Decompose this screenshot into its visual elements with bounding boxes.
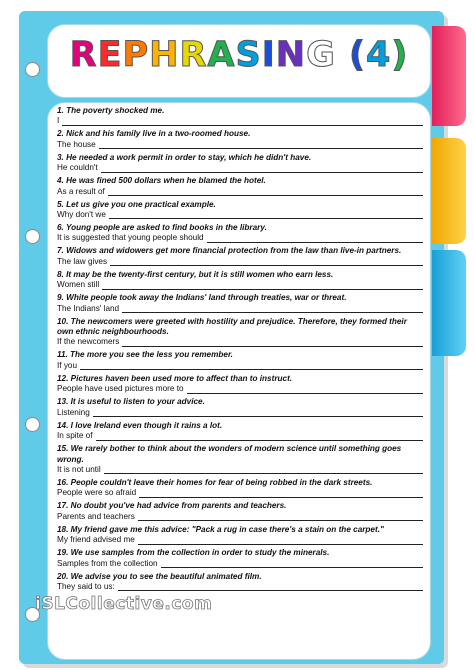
answer-stem: In spite of <box>57 431 93 441</box>
answer-blank-line[interactable] <box>108 188 423 196</box>
answer-blank-line[interactable] <box>102 282 423 290</box>
answer-blank-line[interactable] <box>109 211 423 219</box>
exercise-prompt: 18. My friend gave me this advice: "Pack a rug in case there's a stain on the carpet." <box>57 524 384 534</box>
exercise-prompt: 2. Nick and his family live in a two-roomed house. <box>57 129 251 139</box>
exercise-prompt: 7. Widows and widowers get more financial protection from the law than live-in partners. <box>57 246 402 256</box>
exercise-item <box>57 270 423 291</box>
exercise-item <box>57 176 423 197</box>
exercise-prompt: 11. The more you see the less you remember. <box>57 350 233 360</box>
answer-blank-line[interactable] <box>118 583 423 591</box>
exercise-item <box>57 129 423 150</box>
answer-blank-line[interactable] <box>122 339 423 347</box>
title-letter: ( <box>348 35 366 75</box>
answer-stem: Listening <box>57 407 90 417</box>
exercise-prompt: 15. We rarely bother to think about the wonders of modern science until something goes wrong. <box>57 444 402 464</box>
answer-row <box>57 140 423 150</box>
answer-row <box>57 210 423 220</box>
exercise-item <box>57 223 423 244</box>
answer-stem: People have used pictures more to <box>57 384 184 394</box>
answer-row <box>57 257 423 267</box>
answer-stem: I <box>57 116 60 126</box>
answer-blank-line[interactable] <box>138 513 423 521</box>
answer-stem: It is not until <box>57 464 101 474</box>
answer-blank-line[interactable] <box>101 165 423 173</box>
exercise-prompt: 12. Pictures haven been used more to affect than to instruct. <box>57 373 293 383</box>
divider-tab-red <box>432 26 466 126</box>
exercise-prompt: 9. White people took away the Indians' land through treaties, war or threat. <box>57 293 347 303</box>
answer-row <box>57 512 423 522</box>
exercise-item <box>57 246 423 267</box>
exercise-item <box>57 548 423 569</box>
exercise-item <box>57 153 423 174</box>
title-panel <box>47 24 431 98</box>
answer-blank-line[interactable] <box>96 433 423 441</box>
answer-row <box>57 187 423 197</box>
answer-blank-line[interactable] <box>187 386 423 394</box>
answer-row <box>57 465 423 475</box>
answer-blank-line[interactable] <box>80 362 423 370</box>
title-letter: R <box>179 35 208 75</box>
answer-stem: Women still <box>57 280 100 290</box>
answer-stem: The law gives <box>57 256 108 266</box>
exercise-panel <box>47 102 431 660</box>
exercise-prompt: 13. It is useful to listen to your advice. <box>57 397 205 407</box>
exercise-list <box>57 106 423 595</box>
divider-tab-yellow <box>432 138 466 244</box>
answer-stem: The house <box>57 139 96 149</box>
exercise-item <box>57 106 423 127</box>
title-letter: ) <box>391 35 409 75</box>
title-letter: A <box>207 35 236 75</box>
binder-hole-icon <box>25 417 40 432</box>
divider-tab-blue <box>432 250 466 356</box>
exercise-item <box>57 317 423 348</box>
answer-stem: As a result of <box>57 186 105 196</box>
exercise-item <box>57 525 423 546</box>
answer-row <box>57 559 423 569</box>
answer-stem: It is suggested that young people should <box>57 233 204 243</box>
exercise-prompt: 6. Young people are asked to find books in the library. <box>57 223 267 233</box>
title-letter: R <box>69 35 98 75</box>
answer-stem: My friend advised me <box>57 535 135 545</box>
binder-hole-icon <box>25 62 40 77</box>
exercise-item <box>57 293 423 314</box>
answer-row <box>57 361 423 371</box>
answer-stem: They said to us: <box>57 581 115 591</box>
exercise-prompt: 20. We advise you to see the beautiful animated film. <box>57 571 262 581</box>
answer-row <box>57 384 423 394</box>
answer-blank-line[interactable] <box>104 466 423 474</box>
answer-blank-line[interactable] <box>99 141 423 149</box>
exercise-prompt: 8. It may be the twenty-first century, but it is still women who earn less. <box>57 269 334 279</box>
answer-row <box>57 337 423 347</box>
exercise-item <box>57 397 423 418</box>
exercise-item <box>57 572 423 593</box>
exercise-prompt: 3. He needed a work permit in order to stay, which he didn't have. <box>57 152 312 162</box>
exercise-item <box>57 444 423 475</box>
worksheet-title <box>48 35 430 75</box>
answer-blank-line[interactable] <box>139 490 423 498</box>
exercise-item <box>57 478 423 499</box>
answer-row <box>57 280 423 290</box>
answer-blank-line[interactable] <box>110 258 423 266</box>
answer-row <box>57 535 423 545</box>
answer-blank-line[interactable] <box>122 305 423 313</box>
answer-row <box>57 582 423 592</box>
exercise-prompt: 5. Let us give you one practical example. <box>57 199 216 209</box>
answer-blank-line[interactable] <box>138 537 423 545</box>
title-letter: P <box>122 35 150 75</box>
answer-row <box>57 116 423 126</box>
answer-stem: If you <box>57 360 78 370</box>
answer-row <box>57 163 423 173</box>
answer-row <box>57 304 423 314</box>
exercise-item <box>57 200 423 221</box>
exercise-item <box>57 374 423 395</box>
watermark: iSLCollective.com <box>35 594 213 614</box>
title-letter: S <box>235 35 262 75</box>
answer-row <box>57 488 423 498</box>
binder-hole-icon <box>25 229 40 244</box>
answer-blank-line[interactable] <box>62 118 423 126</box>
answer-stem: People were so afraid <box>57 488 137 498</box>
answer-row <box>57 431 423 441</box>
answer-stem: If the newcomers <box>57 337 120 347</box>
exercise-item <box>57 350 423 371</box>
title-letter: H <box>149 35 180 75</box>
answer-row <box>57 233 423 243</box>
answer-stem: Parents and teachers <box>57 511 135 521</box>
title-letter: I <box>261 35 276 75</box>
answer-stem: He couldn't <box>57 163 98 173</box>
exercise-prompt: 10. The newcomers were greeted with hostility and prejudice. Therefore, they formed their own ethnic neighbourhoods. <box>57 316 407 337</box>
title-letter: 4 <box>365 35 392 75</box>
exercise-item <box>57 421 423 442</box>
answer-row <box>57 408 423 418</box>
answer-stem: Samples from the collection <box>57 558 158 568</box>
exercise-prompt: 16. People couldn't leave their homes for fear of being robbed in the dark streets. <box>57 477 373 487</box>
title-letter: E <box>97 35 123 75</box>
answer-stem: The Indians' land <box>57 303 120 313</box>
exercise-prompt: 14. I love Ireland even though it rains a lot. <box>57 420 223 430</box>
answer-stem: Why don't we <box>57 210 106 220</box>
exercise-item <box>57 501 423 522</box>
answer-blank-line[interactable] <box>207 235 423 243</box>
exercise-prompt: 1. The poverty shocked me. <box>57 106 165 115</box>
exercise-prompt: 4. He was fined 500 dollars when he blamed the hotel. <box>57 176 266 186</box>
title-letter: N <box>275 35 307 75</box>
answer-blank-line[interactable] <box>93 409 423 417</box>
exercise-prompt: 17. No doubt you've had advice from parents and teachers. <box>57 501 287 511</box>
title-letter <box>336 35 349 75</box>
title-letter: G <box>306 35 336 75</box>
answer-blank-line[interactable] <box>161 560 423 568</box>
exercise-prompt: 19. We use samples from the collection in order to study the minerals. <box>57 548 330 558</box>
